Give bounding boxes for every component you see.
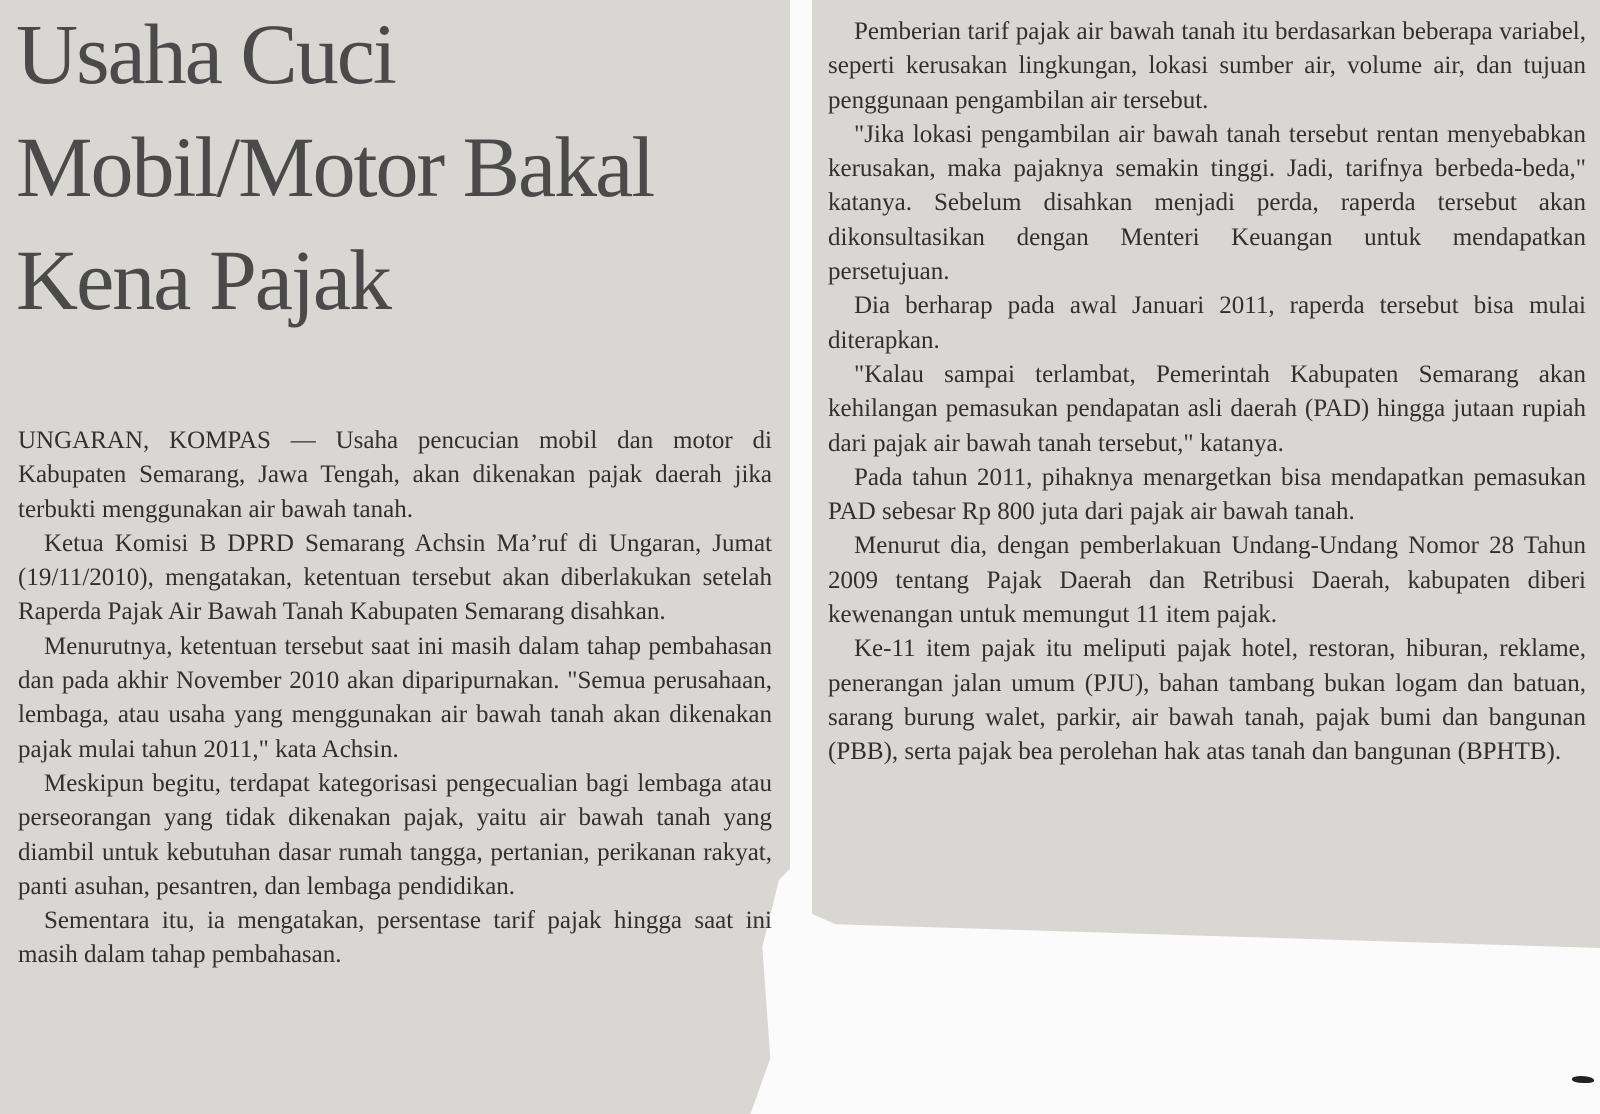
right-text-column bbox=[828, 15, 1586, 770]
body-paragraph: Pemberian tarif pajak air bawah tanah itu berdasarkan beberapa variabel, seperti kerusakan lingkungan, lokasi sumber air, volume air, dan tujuan penggunaan pengambilan air tersebut. bbox=[828, 18, 1586, 114]
lead-paragraph: UNGARAN, KOMPAS — Usaha pencucian mobil dan motor di Kabupaten Semarang, Jawa Tengah, akan dikenakan pajak daerah jika terbukti menggunakan air bawah tanah. bbox=[18, 427, 772, 523]
body-paragraph: "Jika lokasi pengambilan air bawah tanah tersebut rentan menyebabkan kerusakan, maka pajaknya semakin tinggi. Jadi, tarifnya berbeda-beda," katanya. Sebelum disahkan menjadi perda, raperda tersebut akan dikonsultasikan dengan Menteri Keuangan untuk mendapatkan persetujuan. bbox=[828, 120, 1586, 286]
body-paragraph: Pada tahun 2011, pihaknya menargetkan bisa mendapatkan pemasukan PAD sebesar Rp 800 juta dari pajak air bawah tanah. bbox=[828, 463, 1586, 526]
headline-line-2: Mobil/Motor Bakal bbox=[16, 119, 654, 215]
ink-mark bbox=[1572, 1076, 1594, 1083]
body-paragraph: Meskipun begitu, terdapat kategorisasi pengecualian bagi lembaga atau perseorangan yang tidak dikenakan pajak, yaitu air bawah tanah yang diambil untuk kebutuhan dasar rumah tangga, pertanian, perikanan rakyat, panti asuhan, pesantren, dan lembaga pendidikan. bbox=[18, 769, 772, 900]
body-paragraph: Menurut dia, dengan pemberlakuan Undang-Undang Nomor 28 Tahun 2009 tentang Pajak Daerah dan Retribusi Daerah, kabupaten diberi kewenangan untuk memungut 11 item pajak. bbox=[828, 532, 1586, 629]
body-paragraph: Menurutnya, ketentuan tersebut saat ini masih dalam tahap pembahasan dan pada akhir November 2010 akan diparipurnakan. "Semua perusahaan, lembaga, atau usaha yang menggunakan air bawah tanah akan dikenakan pajak mulai tahun 2011," kata Achsin. bbox=[18, 632, 772, 763]
headline-line-1: Usaha Cuci bbox=[16, 6, 395, 102]
left-text-column bbox=[18, 424, 772, 973]
body-paragraph: Sementara itu, ia mengatakan, persentase tarif pajak hingga saat ini masih dalam tahap pembahasan. bbox=[18, 907, 772, 969]
body-paragraph: "Kalau sampai terlambat, Pemerintah Kabupaten Semarang akan kehilangan pemasukan pendapatan asli daerah (PAD) hingga jutaan rupiah dari pajak air bawah tanah tersebut," katanya. bbox=[828, 360, 1586, 457]
body-paragraph: Ke-11 item pajak itu meliputi pajak hotel, restoran, hiburan, reklame, penerangan jalan umum (PJU), bahan tambang bukan logam dan batuan, sarang burung walet, parkir, air bawah tanah, pajak bumi dan bangunan (PBB), serta pajak bea perolehan hak atas tanah dan bangunan (BPHTB). bbox=[828, 635, 1586, 766]
headline-line-3: Kena Pajak bbox=[16, 232, 391, 328]
article-headline bbox=[16, 0, 776, 337]
body-paragraph: Dia berharap pada awal Januari 2011, raperda tersebut bisa mulai diterapkan. bbox=[828, 292, 1586, 354]
body-paragraph: Ketua Komisi B DPRD Semarang Achsin Ma’ruf di Ungaran, Jumat (19/11/2010), mengatakan, ketentuan tersebut akan diberlakukan setelah Raperda Pajak Air Bawah Tanah Kabupaten Semarang disahkan. bbox=[18, 529, 772, 626]
